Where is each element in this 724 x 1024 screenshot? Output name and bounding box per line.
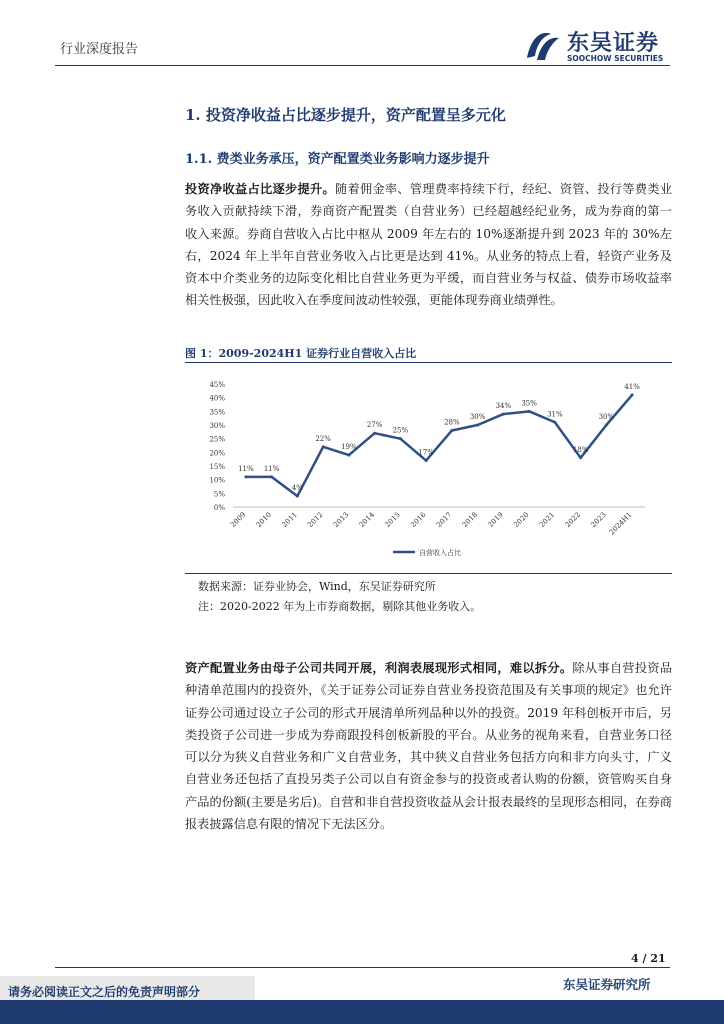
- data-point: [373, 432, 376, 435]
- data-label: 22%: [315, 434, 331, 443]
- figure-bottom-rule: [185, 573, 672, 574]
- x-tick-label: 2011: [280, 510, 299, 530]
- footer-org: 东吴证券研究所: [563, 977, 651, 992]
- data-point: [528, 410, 531, 413]
- data-label: 31%: [547, 410, 563, 419]
- x-tick-label: 2021: [538, 510, 557, 530]
- data-label: 11%: [263, 464, 280, 473]
- data-label: 41%: [624, 382, 640, 391]
- x-tick-label: 2016: [409, 510, 428, 530]
- data-label: 18%: [572, 445, 589, 454]
- self-operated-revenue-chart: [195, 368, 665, 570]
- data-point: [631, 393, 634, 396]
- header-divider: [55, 65, 670, 66]
- data-point: [502, 413, 505, 416]
- data-point: [322, 445, 325, 448]
- page-number: 4 / 21: [631, 952, 666, 965]
- data-point: [425, 459, 428, 462]
- x-tick-label: 2010: [254, 510, 274, 530]
- legend-label: 自营收入占比: [419, 549, 461, 557]
- x-tick-label: 2017: [435, 510, 454, 530]
- data-point: [244, 475, 247, 478]
- x-tick-label: 2009: [229, 510, 248, 530]
- footer-divider: [55, 967, 670, 968]
- x-tick-label: 2018: [460, 510, 480, 530]
- y-tick-label: 15%: [209, 463, 225, 471]
- logo-text-cn: 东吴证券: [567, 31, 660, 56]
- data-point: [399, 437, 402, 440]
- data-point: [579, 456, 582, 459]
- data-label: 19%: [341, 443, 357, 452]
- y-tick-label: 10%: [209, 476, 225, 485]
- x-tick-label: 2020: [512, 510, 531, 530]
- x-tick-label: 2022: [563, 510, 583, 530]
- data-label: 27%: [366, 421, 383, 430]
- report-category: 行业深度报告: [60, 42, 139, 57]
- y-tick-label: 25%: [209, 435, 225, 444]
- x-tick-label: 2012: [306, 510, 325, 530]
- data-point: [605, 424, 608, 427]
- paragraph-2-body: 除从事自营投资品种清单范围内的投资外，《关于证券公司证券自营业务投资范围及有关事项的规定》也允许证券公司通过设立子公司的形式开展清单所列品种以外的投资。2019 年科创板开市后，另类投资子公司进一步成为券商跟投科创板新股的平台。从业务的视角来看，自营业务口径可以分为狭义自营业务和广义自营业务，其中狭义自营业务包括方向和非方向头寸，广义自营业务还包括了直投另类子公司以自有资金参与的投资或者认购的份额，资管购买自身产品的份额(主要是劣后)。自营和非自营投资收益从会计报表最终的呈现形态相同，在券商报表披露信息有限的情况下无法区分。: [185, 661, 673, 832]
- data-label: 30%: [598, 413, 615, 421]
- paragraph-2-lead: 资产配置业务由母子公司共同开展，利润表展现形式相同，难以拆分。: [185, 661, 573, 675]
- logo-text-en: SOOCHOW SECURITIES: [567, 54, 664, 63]
- disclaimer-text: 请务必阅读正文之后的免责声明部分: [8, 985, 201, 999]
- data-label: 17%: [418, 448, 434, 457]
- data-point: [270, 475, 273, 478]
- data-point: [553, 421, 556, 424]
- data-label: 34%: [495, 402, 512, 411]
- paragraph-1-body: 随着佣金率、管理费率持续下行，经纪、资管、投行等费类业务收入贡献持续下滑，券商资产配置类（自营业务）已经超越经纪业务，成为券商的第一收入来源。券商自营收入占比中枢从 2009 年左右的 10%逐渐提升到 2023 年的 30%左右，2024 年上半年自营业务收入占比更是达到 41%。从业务的特点上看，轻资产业务及资本中介类业务的边际变化相比自营业务更为平缓，而自营业务与权益、债券市场收益率相关性极强，因此收入在季度间波动性较强，更能体现券商业绩弹性。: [185, 182, 673, 308]
- section-heading: 1. 投资净收益占比逐步提升，资产配置呈多元化: [185, 106, 506, 124]
- figure-note: 注：2020-2022 年为上市券商数据，剔除其他业务收入。: [198, 600, 482, 613]
- soochow-logo-icon: [521, 26, 563, 64]
- figure-title: 图 1：2009-2024H1 证券行业自营收入占比: [185, 347, 417, 360]
- data-point: [450, 429, 453, 432]
- data-point: [476, 424, 479, 427]
- x-tick-label: 2013: [332, 510, 351, 530]
- data-label: 28%: [444, 418, 460, 427]
- data-label: 4%: [291, 484, 303, 493]
- paragraph-2: [185, 657, 672, 835]
- paragraph-1: [185, 178, 672, 312]
- data-label: 35%: [521, 399, 537, 408]
- x-tick-label: 2019: [486, 510, 505, 530]
- x-tick-label: 2014: [357, 510, 377, 530]
- data-label: 11%: [238, 464, 254, 473]
- y-tick-label: 20%: [209, 449, 225, 458]
- x-tick-label: 2015: [383, 510, 402, 530]
- x-tick-label: 2023: [589, 510, 608, 530]
- data-label: 30%: [469, 413, 486, 421]
- figure-top-rule: [185, 362, 672, 363]
- subsection-heading: 1.1. 费类业务承压，资产配置类业务影响力逐步提升: [185, 152, 490, 167]
- x-tick-label: 2024H1: [607, 510, 634, 537]
- footer-bar: [0, 1000, 724, 1024]
- y-tick-label: 45%: [209, 381, 225, 389]
- paragraph-1-lead: 投资净收益占比逐步提升。: [185, 182, 335, 196]
- figure-source: 数据来源：证券业协会，Wind，东吴证券研究所: [198, 580, 436, 593]
- data-point: [296, 495, 299, 498]
- brand-logo: [521, 26, 681, 64]
- y-tick-label: 30%: [209, 422, 225, 430]
- y-tick-label: 35%: [209, 408, 225, 417]
- data-point: [347, 454, 350, 457]
- y-tick-label: 40%: [209, 394, 225, 403]
- y-tick-label: 5%: [213, 490, 225, 499]
- y-tick-label: 0%: [213, 504, 225, 512]
- data-label: 25%: [392, 426, 409, 435]
